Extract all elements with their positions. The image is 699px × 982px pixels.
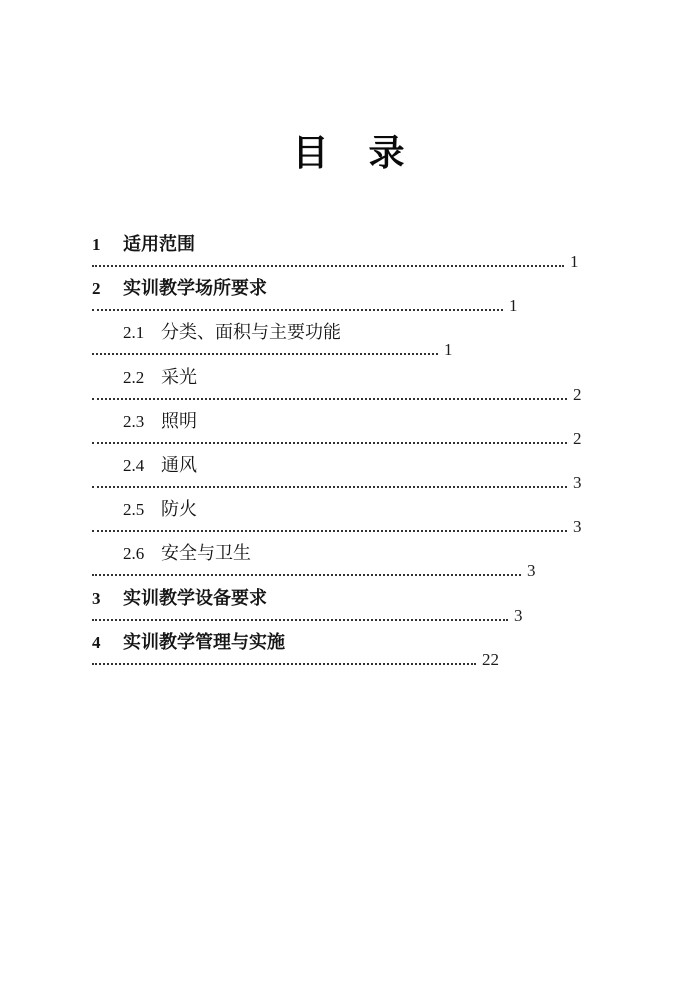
entry-number: 3 <box>92 588 101 608</box>
dot-leader <box>92 520 567 532</box>
toc-entry[interactable] <box>92 410 652 454</box>
toc-list <box>92 233 652 675</box>
dot-leader <box>92 564 521 576</box>
leader-line <box>92 296 652 321</box>
toc-entry[interactable] <box>92 631 652 675</box>
entry-heading <box>92 587 652 609</box>
page-number: 3 <box>573 472 582 492</box>
entry-heading <box>92 631 652 653</box>
entry-number: 2.3 <box>123 411 145 431</box>
dot-leader <box>92 609 508 621</box>
page-number: 3 <box>527 561 536 581</box>
entry-heading <box>92 454 652 476</box>
toc-entry[interactable] <box>92 454 652 498</box>
page-number: 1 <box>570 252 579 271</box>
leader-line <box>92 472 652 498</box>
entry-title: 防火 <box>161 499 197 520</box>
toc-entry[interactable] <box>92 587 652 631</box>
entry-number: 2.6 <box>123 544 145 564</box>
toc-entry[interactable] <box>92 277 652 321</box>
entry-heading <box>92 321 652 343</box>
page-number: 1 <box>509 296 518 316</box>
entry-number: 2.4 <box>123 455 145 475</box>
entry-title: 实训教学场所要求 <box>123 278 267 299</box>
toc-entry[interactable] <box>92 498 652 542</box>
entry-title: 适用范围 <box>123 234 195 254</box>
toc-entry[interactable] <box>92 366 652 410</box>
leader-line <box>92 252 652 277</box>
toc-title: 目 录 <box>292 132 407 173</box>
leader-line <box>92 340 652 365</box>
dot-leader <box>92 432 567 444</box>
leader-line <box>92 649 652 675</box>
entry-number: 1 <box>92 235 101 254</box>
entry-title: 安全与卫生 <box>161 543 251 564</box>
leader-line <box>92 605 652 631</box>
leader-line <box>92 428 652 454</box>
entry-number: 4 <box>92 632 101 652</box>
entry-title: 采光 <box>161 366 197 387</box>
dot-leader <box>92 255 564 267</box>
dot-leader <box>92 476 567 488</box>
entry-heading <box>92 233 652 255</box>
page-number: 2 <box>573 384 582 404</box>
entry-title: 通风 <box>161 454 197 475</box>
entry-number: 2.1 <box>123 323 145 343</box>
page-number: 3 <box>573 517 582 537</box>
entry-title: 分类、面积与主要功能 <box>161 322 341 343</box>
entry-heading <box>92 542 652 564</box>
dot-leader <box>92 653 476 665</box>
entry-heading <box>92 366 652 388</box>
entry-number: 2.5 <box>123 500 145 520</box>
toc-entry[interactable] <box>92 542 652 586</box>
leader-line <box>92 384 652 410</box>
entry-title: 照明 <box>161 410 197 431</box>
page-number: 3 <box>514 605 523 625</box>
leader-line <box>92 561 652 586</box>
toc-entry[interactable] <box>92 233 652 277</box>
entry-heading <box>92 498 652 520</box>
entry-heading <box>92 277 652 299</box>
entry-number: 2 <box>92 279 101 299</box>
entry-title: 实训教学管理与实施 <box>123 631 285 652</box>
page-number: 2 <box>573 428 582 448</box>
page-number: 22 <box>482 649 499 669</box>
toc-entry[interactable] <box>92 321 652 365</box>
page-number: 1 <box>444 340 453 360</box>
leader-line <box>92 517 652 542</box>
dot-leader <box>92 343 438 355</box>
entry-number: 2.2 <box>123 367 145 387</box>
entry-heading <box>92 410 652 432</box>
entry-title: 实训教学设备要求 <box>123 587 267 608</box>
dot-leader <box>92 299 503 311</box>
dot-leader <box>92 388 567 400</box>
